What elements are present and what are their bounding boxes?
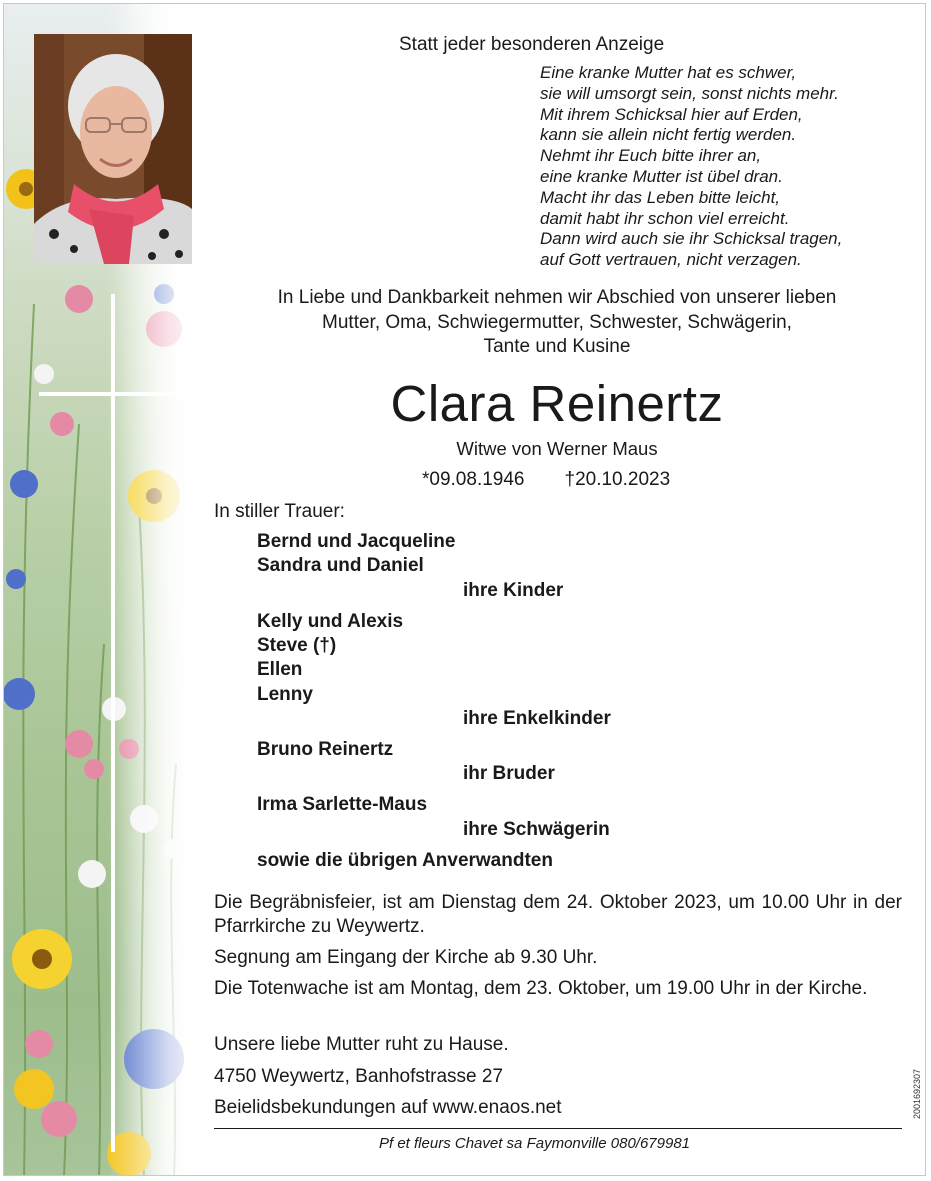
poem-line: sie will umsorgt sein, sonst nichts mehr. [540, 83, 839, 103]
footer-divider [214, 1128, 902, 1129]
poem-line: Mit ihrem Schicksal hier auf Erden, [540, 104, 803, 124]
obituary-frame [3, 3, 926, 1176]
portrait-illustration [34, 34, 192, 264]
other-relatives: sowie die übrigen Anverwandten [257, 850, 553, 871]
resting-info: Unsere liebe Mutter ruht zu Hause. [214, 1034, 509, 1055]
intro-line: In Liebe und Dankbarkeit nehmen wir Abschied von unserer lieben [277, 287, 837, 308]
ad-code: 2001692307 [912, 1068, 922, 1119]
funeral-info: Die Begräbnisfeier, ist am Dienstag dem 24. Oktober 2023, um 10.00 Uhr in der Pfarrkirche zu Weywertz. [214, 892, 902, 937]
mourning-label: In stiller Trauer: [214, 501, 345, 522]
family-name: Bruno Reinertz [257, 739, 394, 760]
relation-label: ihre Kinder [463, 580, 564, 601]
intro-line: Mutter, Oma, Schwiegermutter, Schwester, Schwägerin, [322, 311, 792, 333]
family-name: Lenny [257, 684, 313, 705]
wake-info: Die Totenwache ist am Montag, dem 23. Oktober, um 19.00 Uhr in der Kirche. [214, 978, 868, 999]
condolences-info: Beielidsbekundungen auf www.enaos.net [214, 1097, 562, 1118]
family-name: Bernd und Jacqueline [257, 531, 456, 552]
header-notice: Statt jeder besonderen Anzeige [399, 34, 665, 55]
poem-line: Nehmt ihr Euch bitte ihrer an, [540, 146, 762, 166]
family-name: Sandra und Daniel [257, 555, 424, 576]
cross-horizontal [39, 392, 179, 396]
widow-of: Witwe von Werner Maus [456, 438, 658, 459]
relation-label: ihr Bruder [463, 763, 555, 784]
death-date: †20.10.2023 [564, 469, 671, 490]
birth-date: *09.08.1946 [422, 469, 525, 490]
relation-label: ihre Enkelkinder [463, 708, 611, 729]
address: 4750 Weywertz, Banhofstrasse 27 [214, 1066, 504, 1087]
poem-line: Macht ihr das Leben bitte leicht, [540, 187, 781, 207]
poem-line: Eine kranke Mutter hat es schwer, [540, 63, 797, 82]
poem-line: auf Gott vertrauen, nicht verzagen. [540, 250, 802, 270]
blessing-info: Segnung am Eingang der Kirche ab 9.30 Uhr. [214, 947, 598, 968]
poem-line: eine kranke Mutter ist übel dran. [540, 166, 783, 186]
florist-credit: Pf et fleurs Chavet sa Faymonville 080/679981 [379, 1135, 691, 1152]
intro-line: Tante und Kusine [483, 336, 631, 357]
family-name: Steve (†) [257, 635, 337, 656]
relation-label: ihre Schwägerin [463, 819, 610, 840]
family-name: Ellen [257, 659, 303, 680]
life-dates [422, 469, 670, 491]
family-name: Kelly und Alexis [257, 611, 404, 632]
poem-line: damit habt ihr schon viel erreicht. [540, 208, 790, 228]
deceased-name: Clara Reinertz [390, 375, 724, 432]
poem [540, 63, 842, 271]
poem-line: kann sie allein nicht fertig werden. [540, 125, 797, 145]
farewell-intro [212, 286, 902, 360]
portrait-photo [34, 34, 192, 264]
cross-vertical [111, 294, 115, 1152]
poem-line: Dann wird auch sie ihr Schicksal tragen, [540, 229, 843, 249]
family-name: Irma Sarlette-Maus [257, 794, 428, 815]
